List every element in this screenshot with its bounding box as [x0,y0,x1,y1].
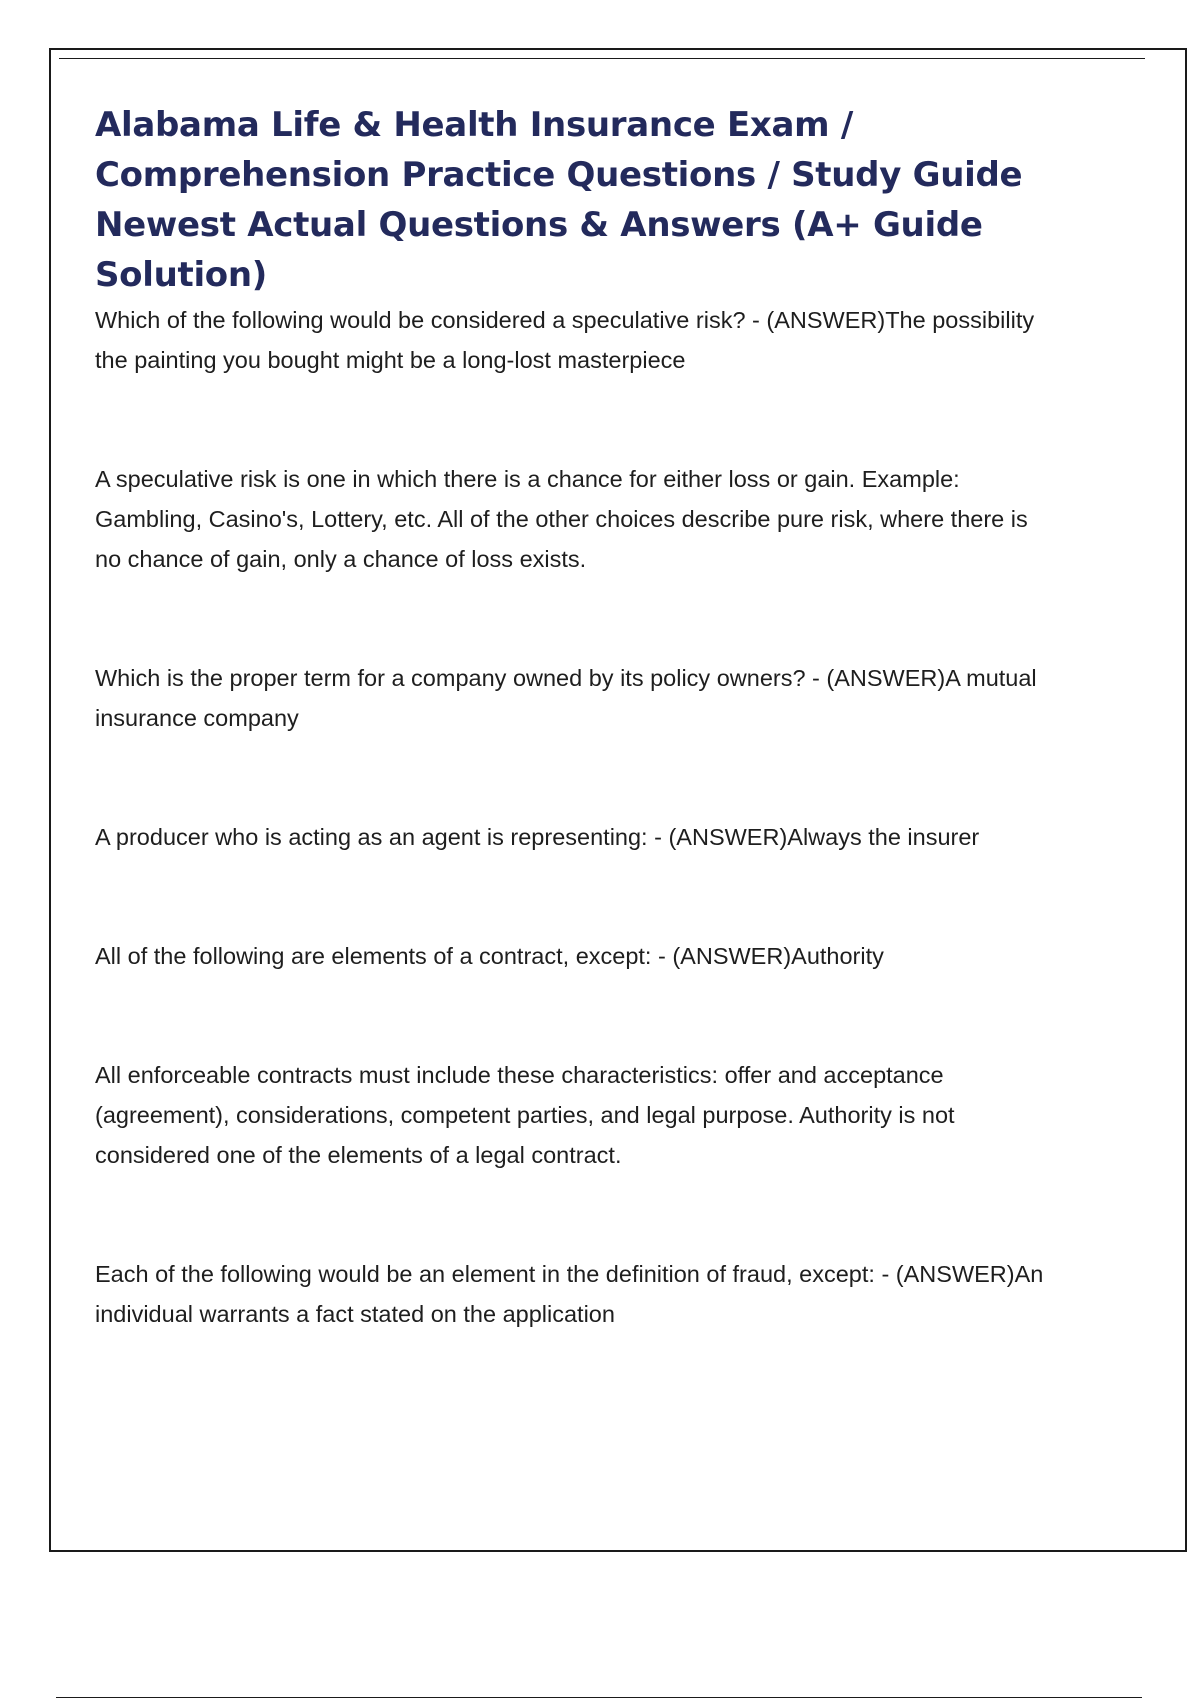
qa-block: Which is the proper term for a company owned by its policy owners? - (ANSWER)A mutual insurance company [95,665,1037,731]
document-title: Alabama Life & Health Insurance Exam / Comprehension Practice Questions / Study Guide Newest Actual Questions & Answers (A+ Guide Solution) [95,105,1023,295]
qa-block: Which of the following would be considered a speculative risk? - (ANSWER)The possibility the painting you bought might be a long-lost masterpiece [95,307,1035,373]
explanation-block: All enforceable contracts must include these characteristics: offer and acceptance (agreement), considerations, competent parties, and legal purpose. Authority is not considered one of the elements of a legal contract. [95,1062,955,1168]
qa-block: Each of the following would be an element in the definition of fraud, except: - (ANSWER)An individual warrants a fact stated on the application [95,1261,1044,1327]
top-rule [59,58,1145,59]
explanation-block: A speculative risk is one in which there is a chance for either loss or gain. Example: Gambling, Casino's, Lottery, etc. All of the other choices describe pure risk, where there is no chance of gain, only a chance of loss exists. [95,466,1028,572]
qa-block: All of the following are elements of a contract, except: - (ANSWER)Authority [95,943,884,969]
document-content [95,100,1055,1334]
qa-block: A producer who is acting as an agent is representing: - (ANSWER)Always the insurer [95,824,980,850]
bottom-rule [56,1697,1142,1698]
